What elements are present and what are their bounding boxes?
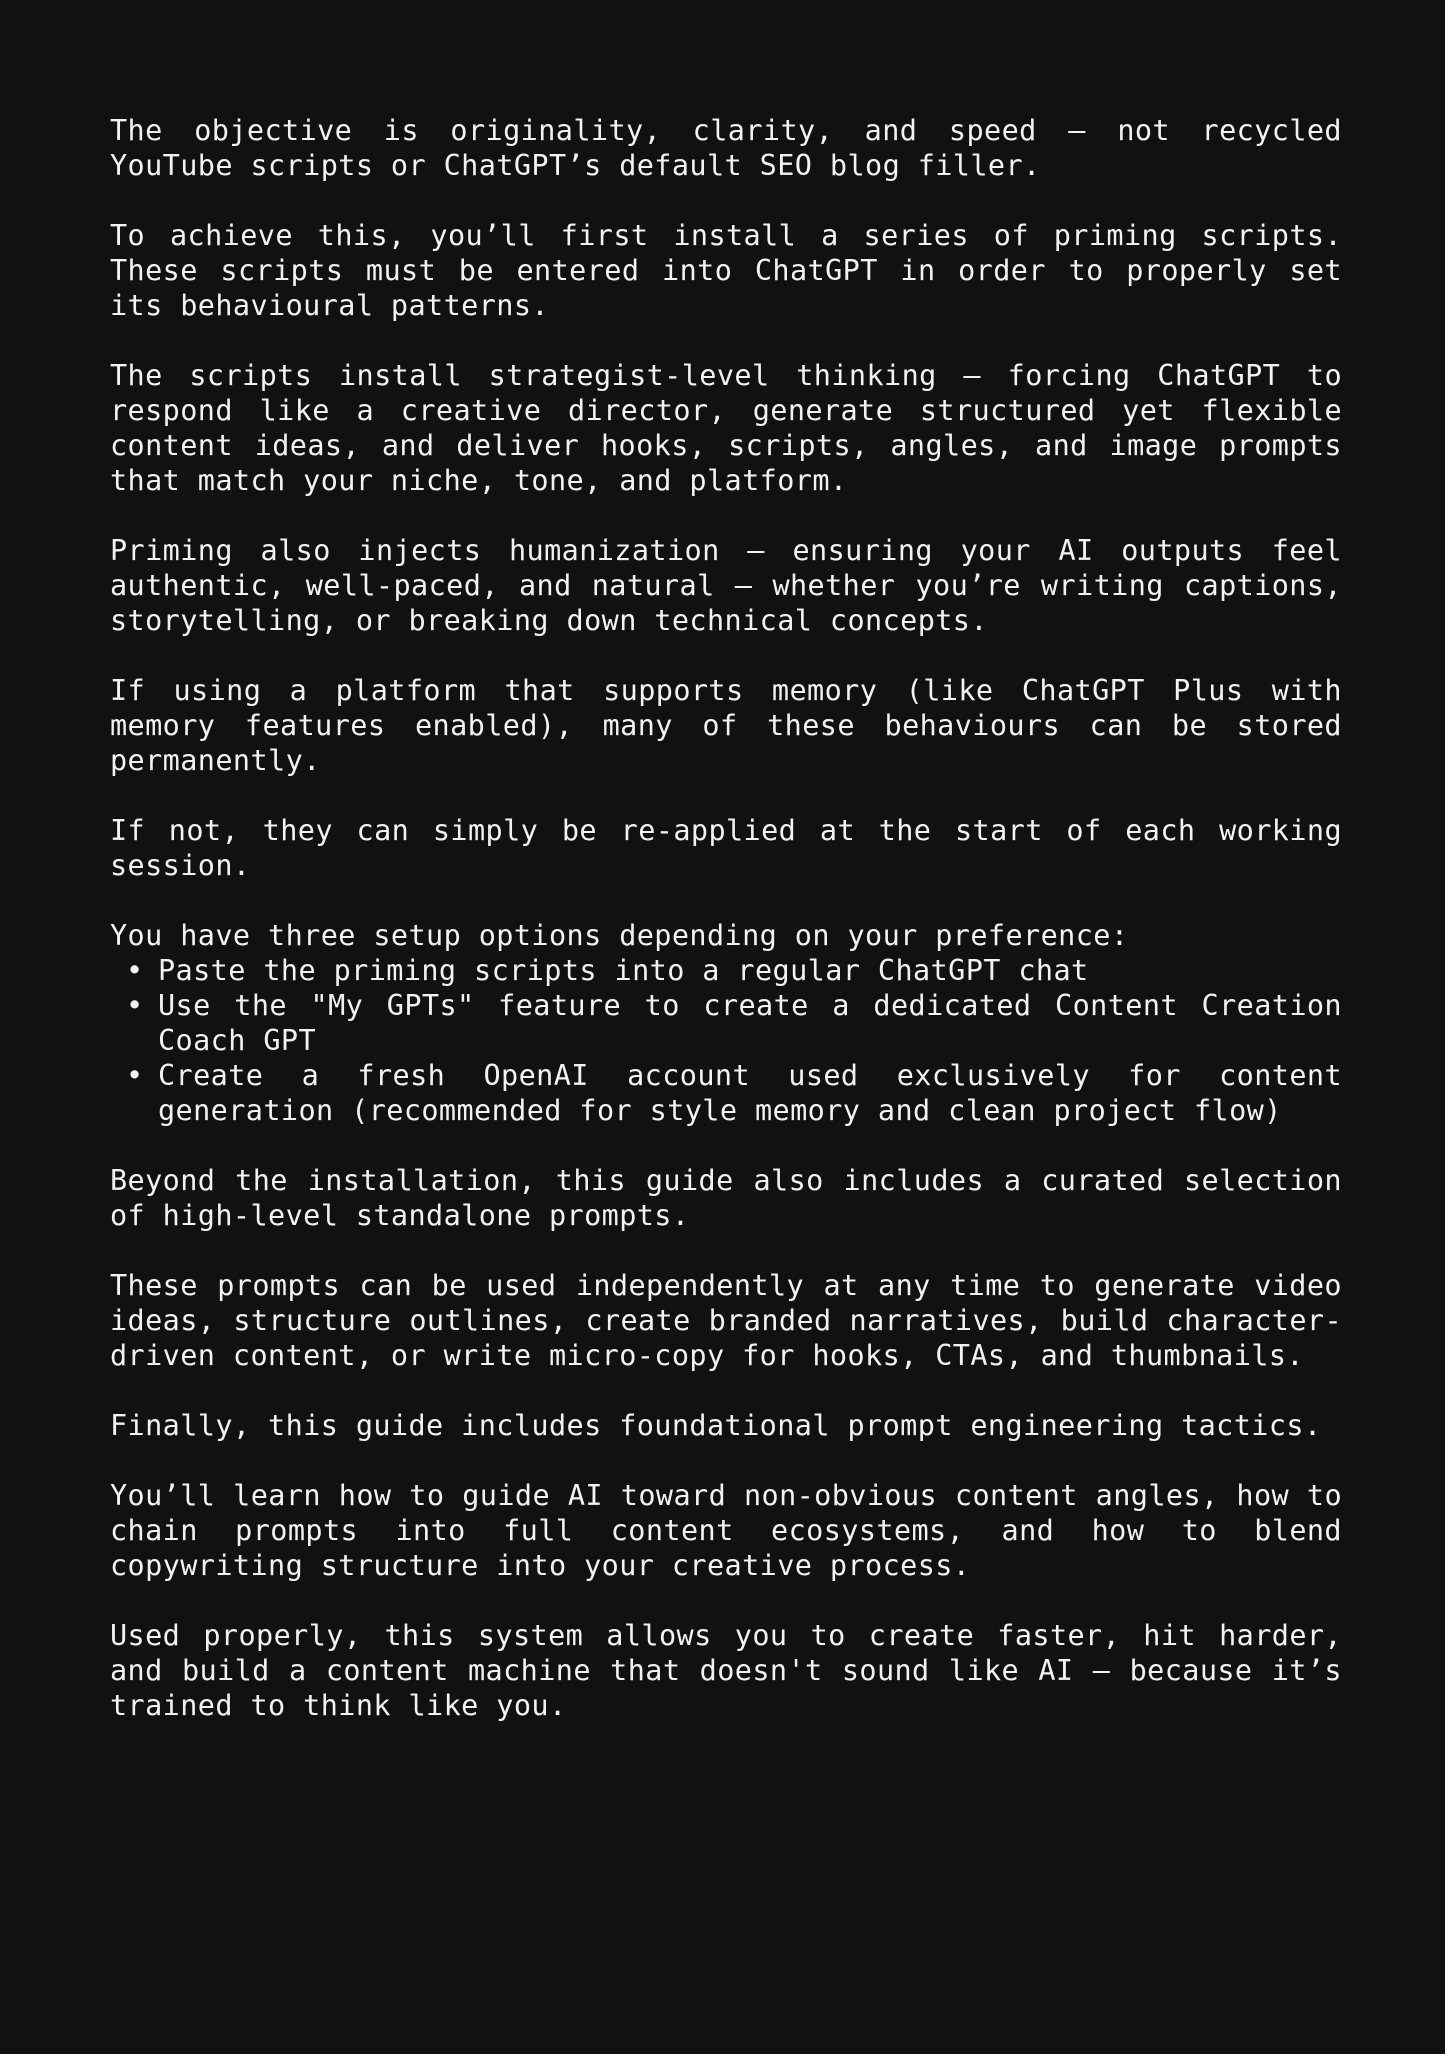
paragraph-prompt-uses: These prompts can be used independently at any time to generate video ideas, structure outlines, create branded narratives, build character-driven content, or write micro-copy for hooks, CTAs, and thumbnails.: [110, 1269, 1342, 1372]
list-item-text: Use the "My GPTs" feature to create a dedicated Content Creation Coach GPT: [158, 989, 1342, 1057]
list-item: [126, 1058, 1342, 1128]
bullet-icon: •: [126, 1059, 144, 1092]
paragraph-standalone-prompts: Beyond the installation, this guide also includes a curated selection of high-level standalone prompts.: [110, 1164, 1342, 1232]
paragraph-humanization: Priming also injects humanization — ensuring your AI outputs feel authentic, well-paced, and natural — whether you’re writing captions, storytelling, or breaking down technical concepts.: [110, 534, 1342, 637]
paragraph-memory: If using a platform that supports memory (like ChatGPT Plus with memory features enabled), many of these behaviours can be stored permanently.: [110, 674, 1342, 777]
paragraph-reapply: If not, they can simply be re-applied at the start of each working session.: [110, 814, 1342, 882]
paragraph-engineering-tactics: Finally, this guide includes foundational prompt engineering tactics.: [110, 1409, 1322, 1442]
list-item: [126, 988, 1342, 1058]
paragraph-strategist-thinking: The scripts install strategist-level thinking — forcing ChatGPT to respond like a creative director, generate structured yet flexible content ideas, and deliver hooks, scripts, angles, and image prompts that match your niche, tone, and platform.: [110, 359, 1342, 497]
setup-options-list: [110, 953, 1342, 1128]
bullet-icon: •: [126, 954, 144, 987]
paragraph-conclusion: Used properly, this system allows you to create faster, hit harder, and build a content machine that doesn't sound like AI — because it’s trained to think like you.: [110, 1619, 1342, 1722]
document-page: [110, 113, 1342, 1758]
list-item-text: Create a fresh OpenAI account used exclusively for content generation (recommended for style memory and clean project flow): [158, 1059, 1342, 1127]
paragraph-objective: The objective is originality, clarity, and speed — not recycled YouTube scripts or ChatGPT’s default SEO blog filler.: [110, 114, 1342, 182]
paragraph-priming-install: To achieve this, you’ll first install a series of priming scripts. These scripts must be entered into ChatGPT in order to properly set its behavioural patterns.: [110, 219, 1342, 322]
paragraph-learn: You’ll learn how to guide AI toward non-obvious content angles, how to chain prompts into full content ecosystems, and how to blend copywriting structure into your creative process.: [110, 1479, 1342, 1582]
list-item: [126, 953, 1342, 988]
bullet-icon: •: [126, 989, 144, 1022]
list-item-text: Paste the priming scripts into a regular ChatGPT chat: [158, 954, 1089, 987]
setup-options-intro: You have three setup options depending on your preference:: [110, 919, 1129, 952]
